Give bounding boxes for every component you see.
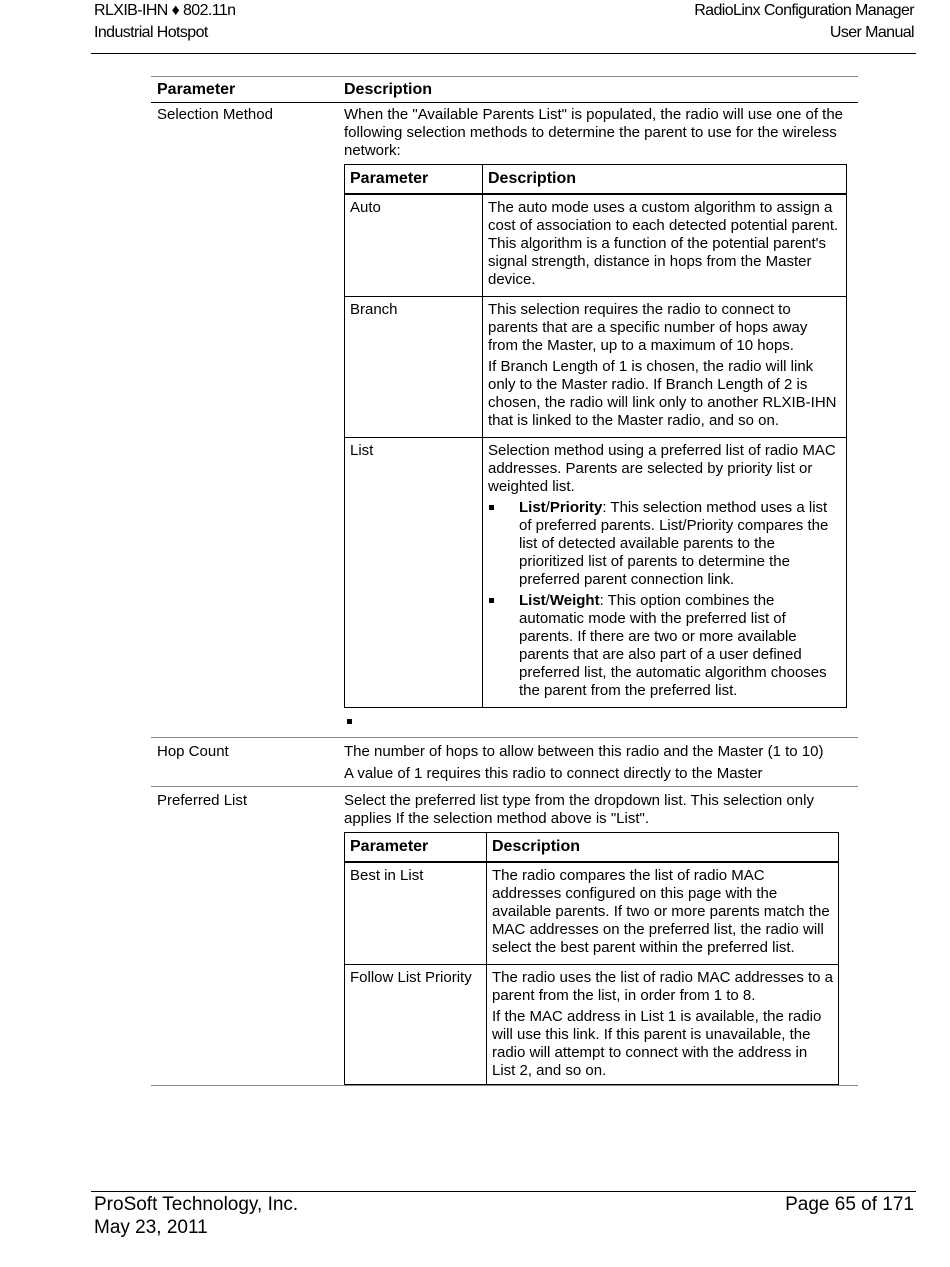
auto-description: The auto mode uses a custom algorithm to assign a cost of association to each detected potential parent. This algorithm is a function of the potential parent's signal strength, distance in hops from the Master device. xyxy=(488,199,839,288)
footer-divider xyxy=(91,1191,916,1192)
preferred-list-subtable xyxy=(344,832,839,1085)
sub-param-description xyxy=(483,194,847,297)
follow-description-2: If the MAC address in List 1 is available, the radio will use this link. If this parent is unavailable, the radio will attempt to connect with the address in List 2, and so on. xyxy=(492,1008,822,1079)
list-item xyxy=(488,592,841,700)
bold-term: List xyxy=(519,592,546,609)
product-subtitle: Industrial Hotspot xyxy=(94,24,208,41)
sub-param-description xyxy=(487,965,839,1085)
param-name: Selection Method xyxy=(151,103,344,738)
bold-term: Priority xyxy=(549,499,603,516)
sub-column-header-parameter: Parameter xyxy=(345,165,483,195)
subtable-row-branch xyxy=(345,297,847,438)
sub-param-name: Best in List xyxy=(345,862,487,965)
follow-description-1: The radio uses the list of radio MAC addresses to a parent from the list, in order from 1 to 8. xyxy=(492,969,834,1004)
company-name: ProSoft Technology, Inc. xyxy=(94,1194,299,1215)
term-separator: / xyxy=(545,592,550,609)
list-description: Selection method using a preferred list of radio MAC addresses. Parents are selected by priority list or weighted list. xyxy=(488,442,836,495)
hop-description-2: A value of 1 requires this radio to connect directly to the Master xyxy=(344,765,763,782)
sub-param-description xyxy=(487,862,839,965)
term-separator: / xyxy=(545,499,550,516)
page-header-left xyxy=(94,0,235,44)
bullet-text: : This selection method uses a list of preferred parents. List/Priority compares the list of detected available parents to the prioritized list of parents to determine the preferred parent connection link. xyxy=(519,499,829,588)
document-title: RadioLinx Configuration Manager xyxy=(694,2,914,19)
page-header-right xyxy=(694,0,914,44)
column-header-description: Description xyxy=(344,77,858,103)
parameter-table xyxy=(151,76,858,1086)
sub-param-description xyxy=(483,438,847,708)
table-row-hop-count xyxy=(151,738,858,787)
best-in-list-description: The radio compares the list of radio MAC addresses configured on this page with the available parents. If two or more parents match the MAC addresses on the preferred list, the radio will select the best parent within the preferred list. xyxy=(492,867,830,956)
param-description xyxy=(344,787,858,1086)
page-number: Page 65 of 171 xyxy=(785,1194,914,1215)
param-description xyxy=(344,738,858,787)
bullet-text: : This option combines the automatic mode with the preferred list of parents. If there are two or more available parents that are also part of a user defined preferred list, the automatic algorithm chooses the parent from the preferred list. xyxy=(519,592,827,699)
preferred-intro: Select the preferred list type from the dropdown list. This selection only applies If the selection method above is "List". xyxy=(344,792,814,827)
document-type: User Manual xyxy=(829,24,914,41)
selection-intro: When the "Available Parents List" is populated, the radio will use one of the following selection methods to determine the parent to use for the wireless network: xyxy=(344,106,844,159)
branch-description-1: This selection requires the radio to connect to parents that are a specific number of hops away from the Master, up to a maximum of 10 hops. xyxy=(488,301,808,354)
bullet-square-icon xyxy=(489,598,494,603)
param-description xyxy=(344,103,858,738)
table-header-row xyxy=(151,77,858,103)
param-name: Hop Count xyxy=(151,738,344,787)
sub-column-header-description: Description xyxy=(483,165,847,195)
bullet-square-icon xyxy=(489,505,494,510)
page-footer-left xyxy=(94,1193,298,1239)
table-row-selection-method xyxy=(151,103,858,738)
bold-term: List xyxy=(519,499,546,516)
publication-date: May 23, 2011 xyxy=(94,1217,208,1238)
selection-method-subtable xyxy=(344,164,847,708)
product-name: RLXIB-IHN ♦ 802.11n xyxy=(94,2,236,19)
sub-param-name: Auto xyxy=(345,194,483,297)
subtable-row-best-in-list xyxy=(345,862,839,965)
list-options-bullets xyxy=(488,499,841,700)
subtable-header-row xyxy=(345,833,839,863)
subtable-row-follow-list-priority xyxy=(345,965,839,1085)
param-name: Preferred List xyxy=(151,787,344,1086)
sub-param-name: Follow List Priority xyxy=(345,965,487,1085)
subtable-row-auto xyxy=(345,194,847,297)
sub-param-name: Branch xyxy=(345,297,483,438)
bold-term: Weight xyxy=(549,592,600,609)
branch-description-2: If Branch Length of 1 is chosen, the radio will link only to the Master radio. If Branch Length of 2 is chosen, the radio will link only to another RLXIB-IHN that is linked to the Master radio, and so on. xyxy=(488,358,837,429)
sub-param-name: List xyxy=(345,438,483,708)
hop-description-1: The number of hops to allow between this radio and the Master (1 to 10) xyxy=(344,743,824,760)
subtable-header-row xyxy=(345,165,847,195)
bullet-square-icon xyxy=(347,719,352,724)
table-row-preferred-list xyxy=(151,787,858,1086)
sub-column-header-description: Description xyxy=(487,833,839,863)
header-divider xyxy=(91,53,916,54)
list-item xyxy=(488,499,841,589)
column-header-parameter: Parameter xyxy=(151,77,344,103)
subtable-row-list xyxy=(345,438,847,708)
sub-column-header-parameter: Parameter xyxy=(345,833,487,863)
sub-param-description xyxy=(483,297,847,438)
